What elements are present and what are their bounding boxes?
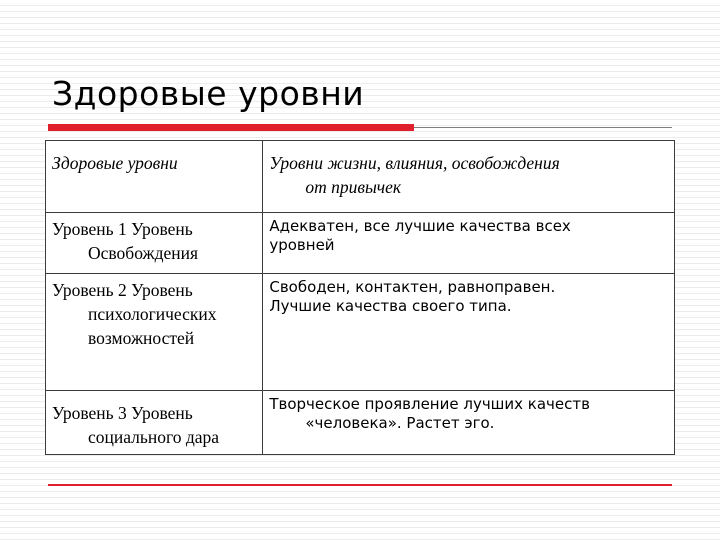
table-row: [46, 213, 675, 274]
slide-title: Здоровые уровни: [52, 74, 365, 113]
level-cell: [46, 213, 263, 274]
level-cell: [46, 391, 263, 455]
description-line1: Свободен, контактен, равноправен.: [269, 278, 556, 296]
header-levels-label: Здоровые уровни: [52, 153, 178, 173]
level-cell: [46, 274, 263, 391]
levels-table: [45, 140, 675, 455]
description-line1: Адекватен, все лучшие качества всех: [269, 217, 571, 235]
level-name-line1: Уровень 3 Уровень: [52, 403, 193, 423]
level-name-line1: Уровень 2 Уровень: [52, 280, 193, 300]
level-name-line1: Уровень 1 Уровень: [52, 219, 193, 239]
level-name-line2: психологических: [88, 304, 217, 324]
header-life-levels-line1: Уровни жизни, влияния, освобождения: [269, 153, 560, 173]
description-cell: [263, 274, 675, 391]
description-cell: [263, 213, 675, 274]
table-row: [46, 274, 675, 391]
description-line1: Творческое проявление лучших качеств: [269, 395, 590, 413]
title-underline-red: [48, 124, 414, 131]
description-line2: Лучшие качества своего типа.: [269, 297, 512, 315]
bottom-rule: [48, 484, 672, 486]
header-life-levels-line2: от привычек: [305, 177, 402, 197]
description-cell: [263, 391, 675, 455]
description-line2: уровней: [269, 236, 335, 254]
header-cell-levels: [46, 141, 263, 213]
level-name-line2: Освобождения: [88, 243, 199, 263]
table-row: [46, 391, 675, 455]
level-name-line2: социального дара: [88, 427, 220, 447]
header-cell-life-levels: [263, 141, 675, 213]
description-line2: «человека». Растет эго.: [305, 414, 495, 432]
table-header-row: [46, 141, 675, 213]
level-name-line3: возможностей: [88, 328, 195, 348]
